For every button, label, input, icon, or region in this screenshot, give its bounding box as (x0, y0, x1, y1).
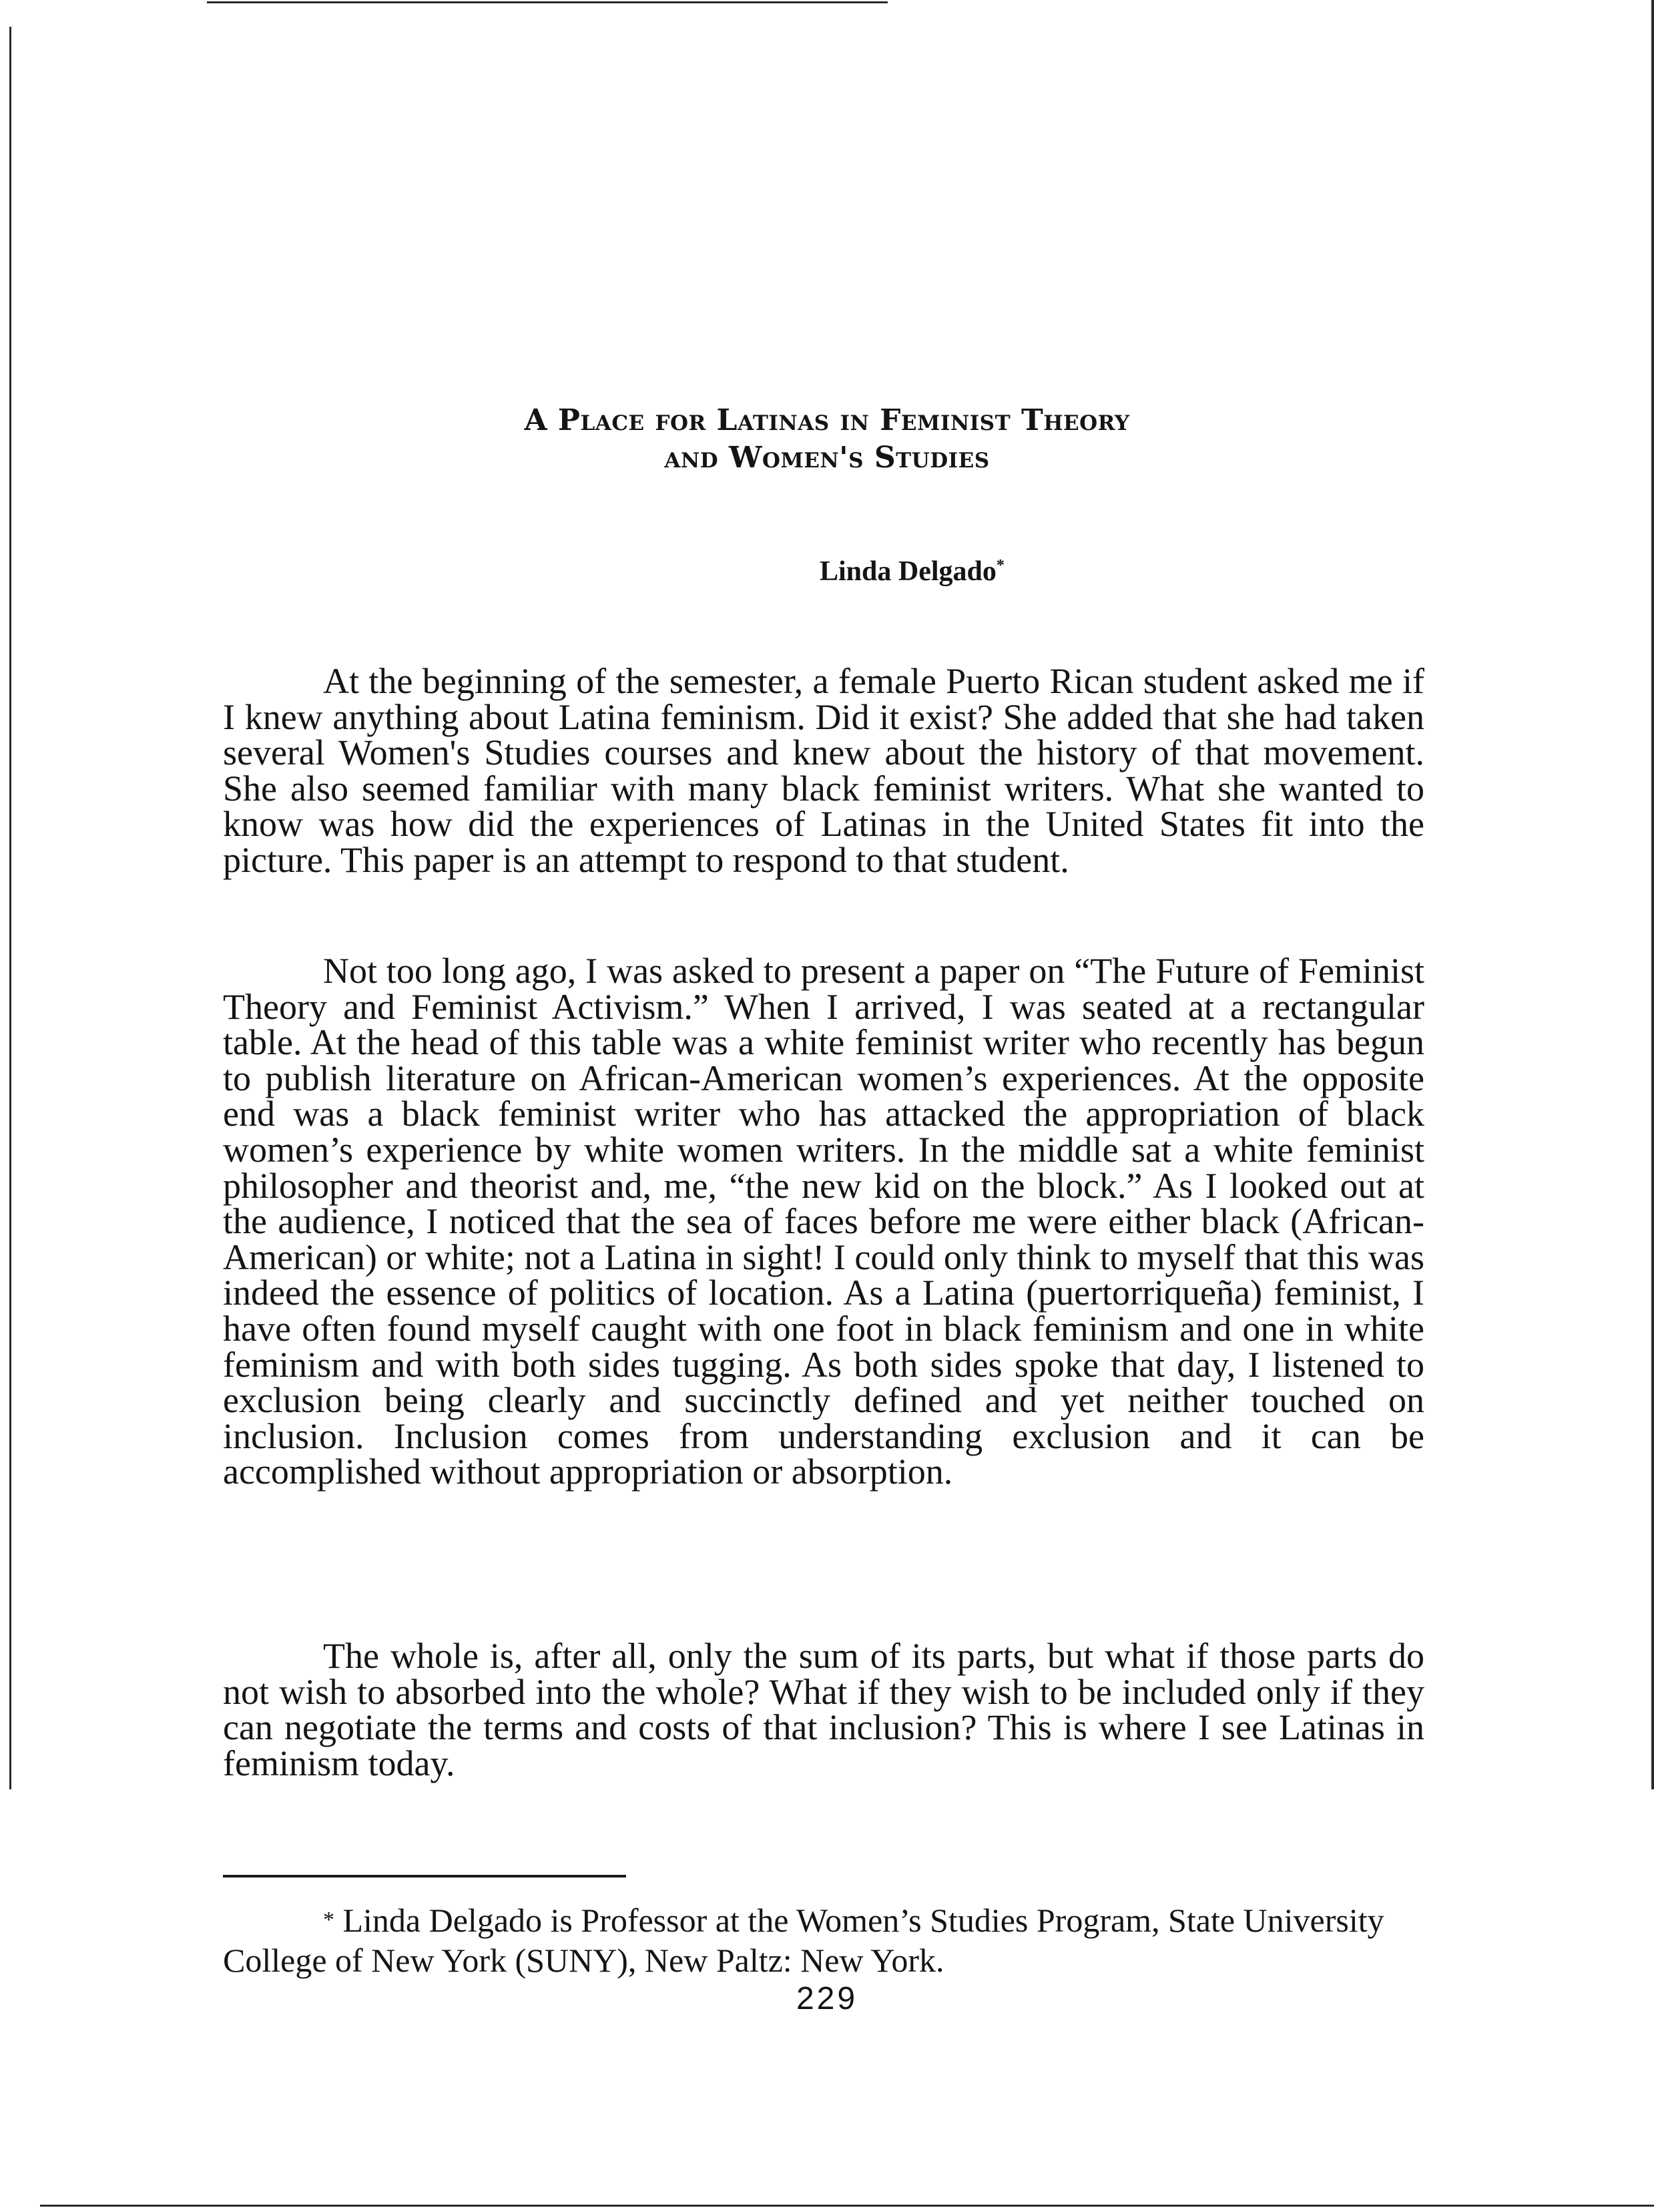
article-title (223, 402, 1431, 477)
body-paragraph-1: At the beginning of the semester, a female Puerto Rican student asked me if I knew anything about Latina feminism. Did it exist? She added that she had taken several Women's Studies courses and knew about the history of that movement. She also seemed familiar with many black feminist writers. What she wanted to know was how did the experiences of Latinas in the United States fit into the picture. This paper is an attempt to respond to that student. (223, 661, 1424, 880)
footnote-mark: * (323, 1908, 334, 1932)
scan-border-left (9, 27, 11, 1789)
page-number: 229 (796, 1981, 858, 2016)
title-line-1: A Place for Latinas in Feminist Theory (524, 403, 1130, 437)
scan-border-right (1651, 0, 1654, 1789)
footnote-text: Linda Delgado is Professor at the Women’s Studies Program, State University College of New York (SUNY), New Paltz: New York. (223, 1902, 1384, 1979)
footnote-divider (223, 1875, 626, 1877)
author-footnote-mark: * (996, 557, 1005, 574)
footnote (223, 1900, 1424, 1980)
body-paragraph-3: The whole is, after all, only the sum of its parts, but what if those parts do not wish to absorbed into the whole? What if they wish to be included only if they can negotiate the terms and costs of that inclusion? This is where I see Latinas in feminism today. (223, 1636, 1424, 1783)
author-name-text: Linda Delgado (820, 556, 997, 587)
scan-border-top (207, 1, 888, 3)
body-paragraph-2: Not too long ago, I was asked to present a paper on “The Future of Feminist Theory and Feminist Activism.” When I arrived, I was seated at a rectangular table. At the head of this table was a white feminist writer who recently has begun to publish literature on African-American women’s experiences. At the opposite end was a black feminist writer who has attacked the appropriation of black women’s experience by white women writers. In the middle sat a white feminist philosopher and theorist and, me, “the new kid on the block.” As I looked out at the audience, I noticed that the sea of faces before me were either black (African-American) or white; not a Latina in sight! I could only think to myself that this was indeed the essence of politics of location. As a Latina (puertorriqueña) feminist, I have often found myself caught with one foot in black feminism and one in white feminism and with both sides tugging. As both sides spoke that day, I listened to exclusion being clearly and succinctly defined and yet neither touched on inclusion. Inclusion comes from understanding exclusion and it can be accomplished without appropriation or absorption. (223, 951, 1424, 1492)
scan-border-bottom (40, 2205, 1654, 2207)
author-name (820, 556, 1005, 588)
title-line-2: and Women's Studies (664, 441, 990, 475)
